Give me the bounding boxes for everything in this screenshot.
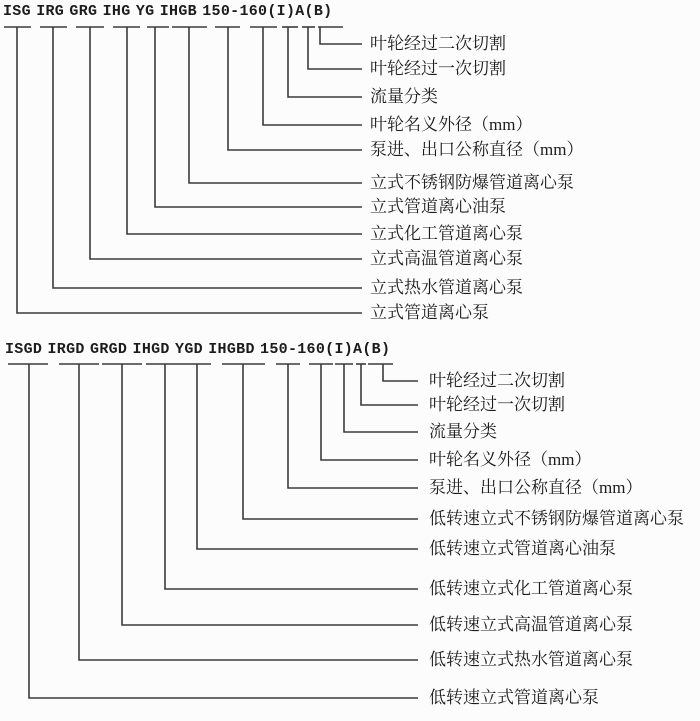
diagram-label-1-4: 泵进、出口公称直径（mm） [429, 478, 643, 497]
model-code-line-low-speed: ISGD IRGD GRGD IHGD YGD IHGBD 150-160(I)A(B) [5, 341, 391, 358]
diagram-label-0-7: 立式化工管道离心泵 [370, 224, 523, 243]
connector-1-5 [243, 364, 418, 519]
connector-0-9 [53, 27, 362, 288]
connector-1-4 [288, 364, 418, 488]
model-code-line-high-speed: ISG IRG GRG IHG YG IHGB 150-160(I)A(B) [3, 3, 333, 20]
diagram-label-1-3: 叶轮名义外径（mm） [429, 450, 592, 469]
connector-0-6 [155, 27, 362, 207]
connector-1-1 [361, 364, 418, 405]
diagram-label-1-0: 叶轮经过二次切割 [429, 371, 565, 390]
diagram-label-0-9: 立式热水管道离心泵 [370, 278, 523, 297]
diagram-label-0-5: 立式不锈钢防爆管道离心泵 [370, 173, 574, 192]
connector-group-low-speed-vertical-pipeline-pump-codes [8, 364, 418, 698]
connector-0-5 [189, 27, 362, 183]
connector-group-vertical-pipeline-pump-codes [4, 27, 362, 313]
diagram-label-1-2: 流量分类 [429, 422, 497, 441]
diagram-label-0-2: 流量分类 [370, 87, 438, 106]
connector-0-2 [288, 27, 362, 97]
diagram-label-0-0: 叶轮经过二次切割 [370, 34, 506, 53]
diagram-label-0-8: 立式高温管道离心泵 [370, 249, 523, 268]
diagram-label-0-4: 泵进、出口公称直径（mm） [370, 140, 584, 159]
connector-0-1 [308, 27, 362, 69]
connector-1-2 [344, 364, 418, 432]
connector-1-10 [29, 364, 418, 698]
connector-1-6 [197, 364, 418, 549]
connector-1-3 [321, 364, 418, 460]
diagram-label-0-1: 叶轮经过一次切割 [370, 59, 506, 78]
connector-0-3 [263, 27, 362, 125]
diagram-label-0-6: 立式管道离心油泵 [370, 197, 506, 216]
diagram-label-1-1: 叶轮经过一次切割 [429, 395, 565, 414]
diagram-label-1-7: 低转速立式化工管道离心泵 [429, 579, 633, 598]
diagram-label-1-5: 低转速立式不锈钢防爆管道离心泵 [429, 509, 684, 528]
diagram-label-0-3: 叶轮名义外径（mm） [370, 115, 533, 134]
connector-0-0 [320, 27, 362, 44]
connector-1-0 [383, 364, 418, 381]
connector-0-7 [127, 27, 362, 234]
connector-0-8 [90, 27, 362, 259]
diagram-label-1-10: 低转速立式管道离心泵 [429, 688, 599, 707]
diagram-label-0-10: 立式管道离心泵 [370, 303, 489, 322]
connector-1-8 [122, 364, 418, 625]
diagram-label-1-6: 低转速立式管道离心油泵 [429, 539, 616, 558]
diagram-label-1-8: 低转速立式高温管道离心泵 [429, 615, 633, 634]
connector-1-7 [165, 364, 418, 589]
connector-1-9 [79, 364, 418, 660]
connector-0-4 [228, 27, 362, 150]
diagram-label-1-9: 低转速立式热水管道离心泵 [429, 650, 633, 669]
